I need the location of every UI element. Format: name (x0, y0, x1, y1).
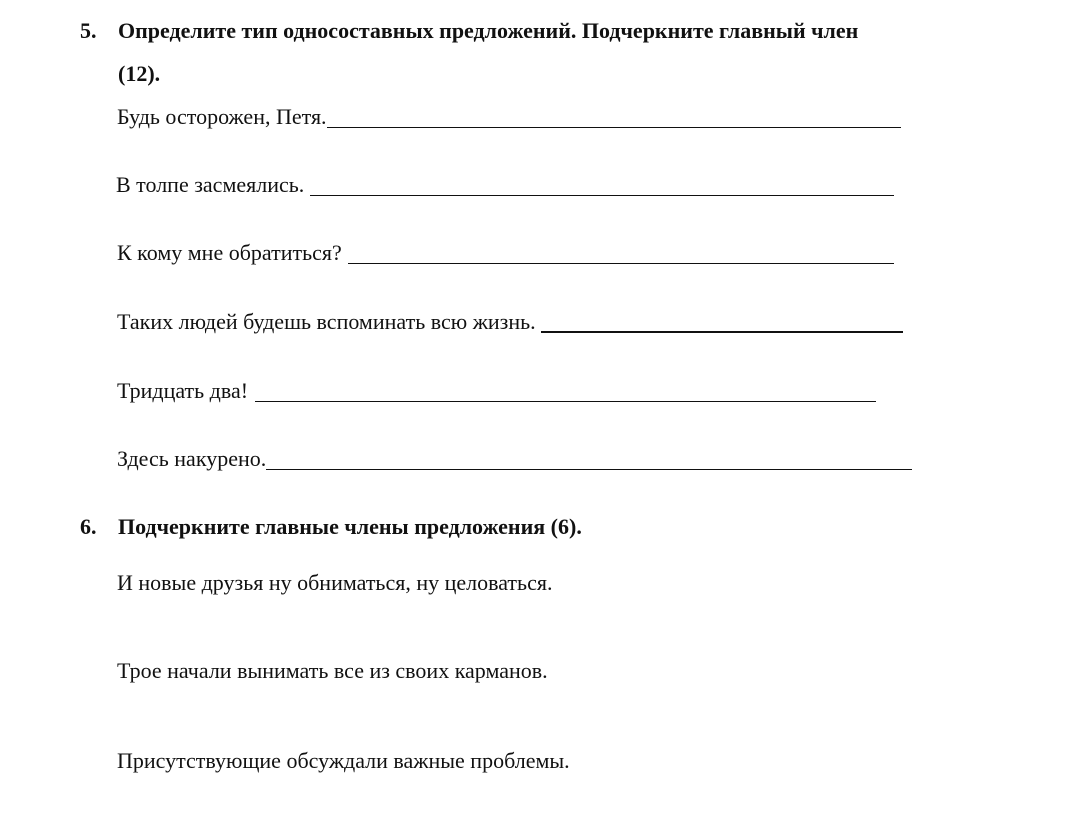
task-5-sentence-4-row (117, 311, 903, 333)
answer-blank-2[interactable] (310, 194, 894, 196)
task-5-sentence-2-row (116, 174, 894, 196)
task-5-sentence-5: Тридцать два! (117, 378, 249, 403)
answer-blank-4[interactable] (541, 330, 903, 333)
answer-blank-6[interactable] (266, 468, 912, 470)
task-5-sentence-4: Таких людей будешь вспоминать всю жизнь. (117, 309, 536, 334)
task-5-sentence-2: В толпе засмеялись. (116, 172, 305, 197)
answer-blank-5[interactable] (255, 400, 876, 402)
task-5-sentence-6-row (117, 448, 912, 470)
answer-blank-1[interactable] (327, 126, 901, 128)
task-5-sentence-1: Будь осторожен, Петя. (117, 104, 327, 129)
task-5-sentence-1-row (117, 106, 901, 128)
task-5-title: Определите тип односоставных предложений. Подчеркните главный член (118, 18, 859, 43)
task-5-title-continuation: (12). (118, 61, 161, 86)
task-6-title: Подчеркните главные члены предложения (6). (118, 514, 582, 539)
task-6-sentence-3: Присутствующие обсуждали важные проблемы. (117, 748, 570, 773)
task-5-sentence-3: К кому мне обратиться? (117, 240, 342, 265)
task-5-sentence-6: Здесь накурено. (117, 446, 267, 471)
task-6-sentence-2: Трое начали вынимать все из своих карманов. (117, 658, 548, 683)
task-5-sentence-5-row (117, 380, 876, 402)
task-5-sentence-3-row (117, 242, 894, 264)
task-6-sentence-1: И новые друзья ну обниматься, ну целоваться. (117, 570, 553, 595)
task-5-number: 5. (80, 18, 97, 43)
task-6-number: 6. (80, 514, 97, 539)
answer-blank-3[interactable] (348, 262, 894, 264)
